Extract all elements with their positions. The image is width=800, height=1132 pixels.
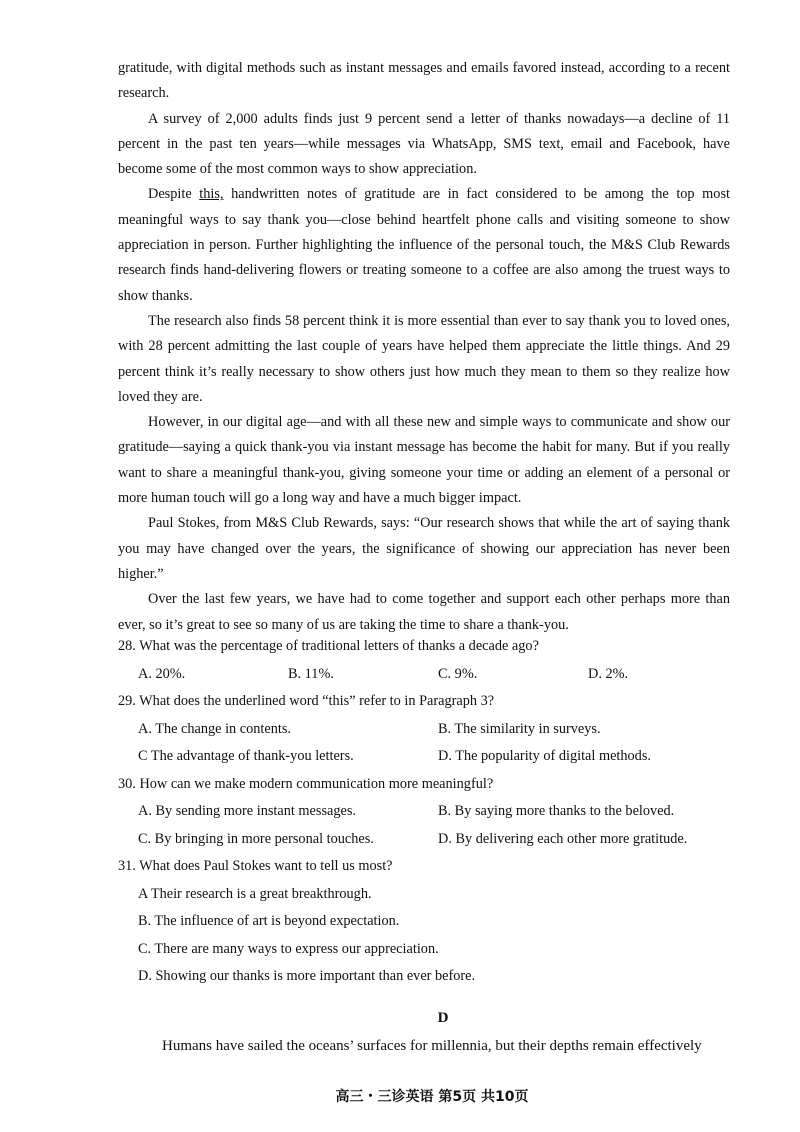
question-stem: 30. How can we make modern communication more meaningful?: [118, 775, 494, 792]
option-row: [118, 826, 738, 854]
option-d[interactable]: D. The popularity of digital methods.: [438, 748, 651, 764]
option-c[interactable]: C The advantage of thank-you letters.: [138, 748, 354, 764]
option-row: [118, 743, 738, 771]
passage-paragraph: A survey of 2,000 adults finds just 9 percent send a letter of thanks nowadays—a decline of 11 percent in the past ten years—while messages via WhatsApp, SMS text, email and Facebook, have become some of the most common ways to show appreciation.: [118, 110, 730, 178]
question-stem: 29. What does the underlined word “this” refer to in Paragraph 3?: [118, 693, 495, 709]
section-d-first-line: Humans have sailed the oceans’ surfaces for millennia, but their depths remain effectively: [162, 1038, 702, 1054]
option-d[interactable]: D. By delivering each other more gratitude.: [438, 830, 688, 847]
option-row: [118, 716, 738, 744]
option-b[interactable]: B. 11%.: [288, 665, 334, 682]
option-a[interactable]: A. By sending more instant messages.: [138, 803, 356, 819]
paragraph-text: Despite: [148, 186, 200, 203]
option-c[interactable]: C. 9%.: [438, 665, 478, 682]
question-stem: 31. What does Paul Stokes want to tell us most?: [118, 858, 393, 874]
option-b[interactable]: B. By saying more thanks to the beloved.: [438, 803, 675, 819]
option-a[interactable]: A Their research is a great breakthrough.: [138, 885, 372, 902]
section-heading: D: [437, 1010, 449, 1026]
option-c[interactable]: C. There are many ways to express our appreciation.: [138, 940, 439, 957]
question-stem: 28. What was the percentage of traditional letters of thanks a decade ago?: [118, 638, 539, 654]
option-d[interactable]: D. 2%.: [588, 665, 629, 682]
option-d[interactable]: D. Showing our thanks is more important than ever before.: [138, 968, 476, 984]
passage-paragraph: The research also finds 58 percent think it is more essential than ever to say thank you to loved ones, with 28 percent admitting the last couple of years have helped them appreciate the little things. And 29 percent think it’s really necessary to show others just how much they mean to them so they realize how loved they are.: [118, 312, 730, 405]
passage-paragraph: Over the last few years, we have had to come together and support each other perhaps more than ever, so it’s great to see so many of us are taking the time to share a thank-you.: [118, 591, 730, 633]
option-a[interactable]: A. The change in contents.: [138, 720, 291, 737]
paragraph-text: handwritten notes of gratitude are in fact considered to be among the top most meaningful ways to say thank you—close behind heartfelt phone calls and visiting someone to show appreciation in person. Further highlighting the influence of the personal touch, the M&S Club Rewards research finds hand-delivering flowers or treating someone to a coffee are also among the truest ways to show thanks.: [118, 186, 730, 304]
question-list: [118, 633, 738, 991]
question-30: [118, 771, 738, 854]
question-31: [118, 853, 738, 991]
underlined-word: this,: [199, 186, 224, 203]
option-row: [118, 661, 738, 689]
option-b[interactable]: B. The influence of art is beyond expectation.: [138, 913, 400, 929]
option-c[interactable]: C. By bringing in more personal touches.: [138, 830, 374, 847]
question-29: [118, 688, 738, 771]
passage-paragraph: gratitude, with digital methods such as instant messages and emails favored instead, according to a recent research.: [118, 60, 730, 102]
page-footer: 高三・三诊英语 第5页 共10页: [335, 1089, 529, 1105]
option-row: [118, 798, 738, 826]
passage-paragraph: [118, 182, 730, 308]
question-28: [118, 633, 738, 688]
option-b[interactable]: B. The similarity in surveys.: [438, 720, 601, 737]
reading-passage: [118, 56, 730, 638]
passage-paragraph: However, in our digital age—and with all these new and simple ways to communicate and show our gratitude—saying a quick thank-you via instant message has become the habit for many. But if you really want to share a meaningful thank-you, giving someone your time or adding an element of a personal or more human touch will go a long way and have a much bigger impact.: [118, 414, 730, 507]
passage-paragraph: Paul Stokes, from M&S Club Rewards, says: “Our research shows that while the art of saying thank you may have changed over the years, the significance of showing our appreciation has never been higher.”: [118, 515, 730, 582]
option-a[interactable]: A. 20%.: [138, 665, 186, 682]
